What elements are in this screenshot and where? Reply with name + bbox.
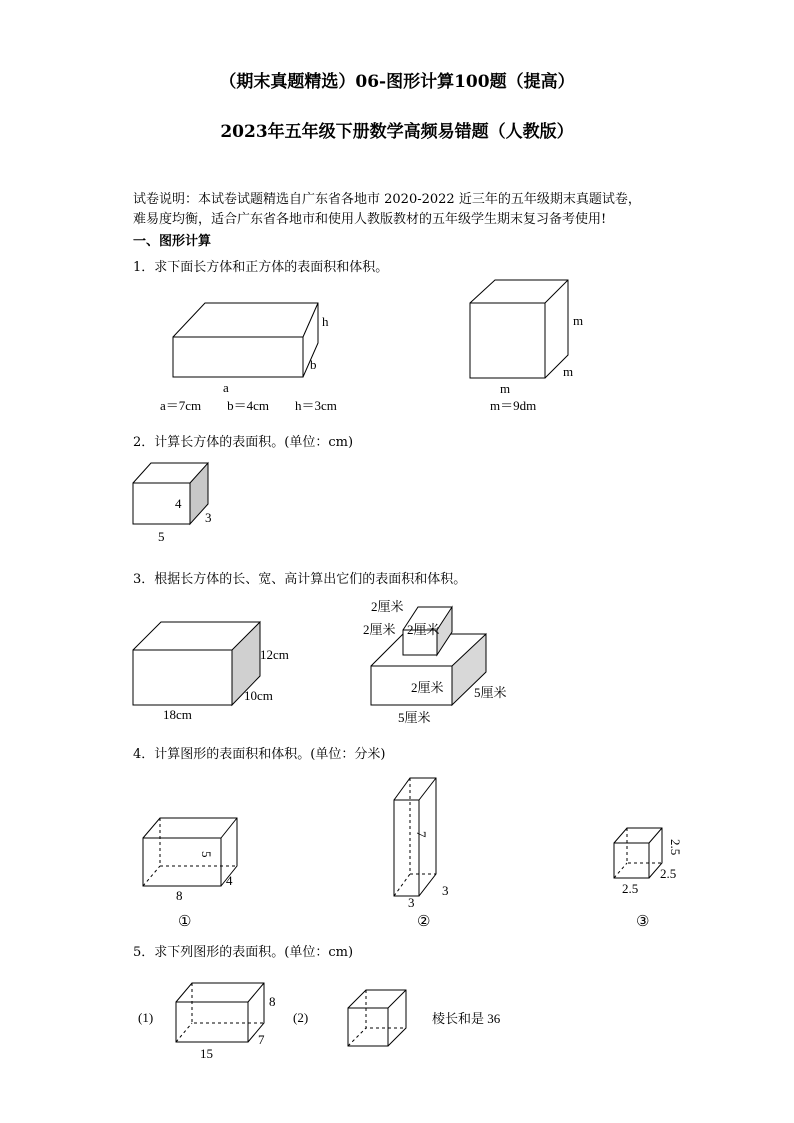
q3-left-width: 10cm (244, 688, 273, 703)
q3-left-length: 18cm (163, 707, 192, 722)
q1-label-a: a (223, 380, 229, 395)
q1-label-m-right: m (573, 313, 584, 328)
q3-top-depth: 2厘米 (371, 599, 404, 614)
section-heading: 一、图形计算 (133, 234, 212, 249)
q4-cube-3-figure (614, 828, 662, 878)
intro-line-1: 试卷说明：本试卷试题精选自广东省各地市 2020-2022 近三年的五年级期末真题试卷， (133, 192, 641, 207)
q4-cuboid-1-figure (143, 818, 237, 886)
q3-left-cuboid-figure (133, 622, 260, 705)
q3-top-left: 2厘米 (363, 622, 396, 637)
q1-caption-left: a＝7cm b＝4cm h＝3cm (160, 398, 337, 413)
q4-fig2-depth: 3 (442, 883, 449, 898)
q5-part-1-label: (1) (138, 1010, 154, 1025)
q1-label-b: b (310, 357, 317, 372)
q4-fig1-length: 8 (176, 888, 183, 903)
q1-label-h: h (322, 314, 329, 329)
q1-label-m-depth: m (563, 364, 574, 379)
q3-top-front: 2厘米 (407, 622, 440, 637)
intro-line-2: 难易度均衡，适合广东省各地市和使用人教版教材的五年级学生期末复习备考使用! (133, 212, 607, 227)
q4-fig3-height: 2.5 (668, 839, 683, 856)
question-5-text: 5．求下列图形的表面积。(单位：cm) (133, 945, 354, 960)
q3-base-length: 5厘米 (398, 710, 431, 725)
q4-fig2-marker: ② (417, 914, 431, 930)
question-2-text: 2．计算长方体的表面积。(单位：cm) (133, 435, 354, 450)
q4-fig3-marker: ③ (636, 914, 650, 930)
q5-edge-sum-text: 棱长和是 36 (432, 1011, 501, 1026)
q3-left-height: 12cm (260, 647, 289, 662)
q2-label-depth: 3 (205, 510, 212, 525)
q1-caption-right: m＝9dm (490, 398, 537, 413)
q5-part-2-label: (2) (293, 1010, 309, 1025)
q2-label-height: 4 (175, 496, 182, 511)
q1-label-m-bottom: m (500, 381, 511, 396)
title-line-2: 2023年五年级下册数学高频易错题（人教版） (220, 122, 574, 142)
q2-cuboid-figure (133, 463, 208, 524)
q4-fig2-width: 3 (408, 895, 415, 910)
q4-fig1-width: 4 (226, 873, 233, 888)
q4-fig3-width: 2.5 (622, 881, 639, 896)
q1-cube-figure (470, 280, 568, 378)
question-4-text: 4．计算图形的表面积和体积。(单位：分米) (133, 747, 386, 762)
q5-fig1-height: 8 (269, 994, 276, 1009)
q4-fig1-height: 5 (199, 851, 214, 858)
q1-cuboid-figure (173, 303, 318, 377)
q3-base-depth: 5厘米 (474, 685, 507, 700)
question-3-text: 3．根据长方体的长、宽、高计算出它们的表面积和体积。 (133, 572, 467, 587)
q3-base-height: 2厘米 (411, 680, 444, 695)
q4-fig3-depth: 2.5 (660, 866, 677, 881)
q5-cuboid-figure (176, 983, 264, 1042)
q5-fig1-depth: 7 (258, 1032, 265, 1047)
q4-fig1-marker: ① (178, 914, 192, 930)
q5-cube-figure (348, 990, 406, 1046)
q2-label-length: 5 (158, 529, 165, 544)
title-line-1: （期末真题精选）06-图形计算100题（提高） (219, 72, 575, 92)
question-1-text: 1．求下面长方体和正方体的表面积和体积。 (133, 260, 389, 275)
q4-fig2-height: 7 (414, 831, 429, 838)
q5-fig1-length: 15 (200, 1046, 213, 1061)
